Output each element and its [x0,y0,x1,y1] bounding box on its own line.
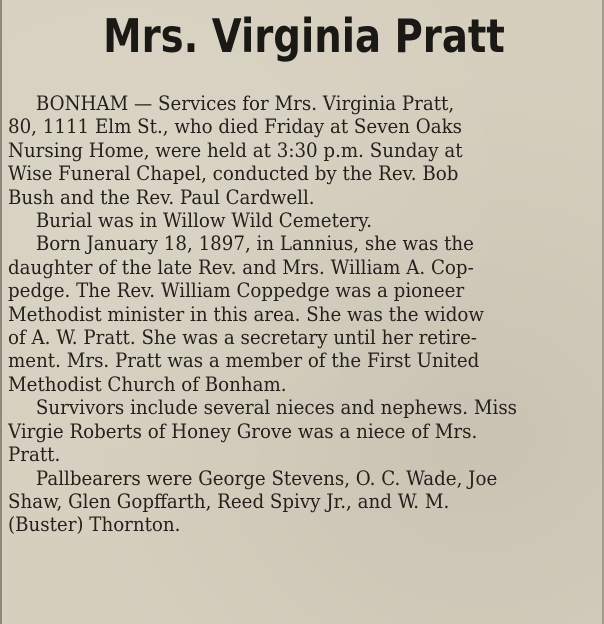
text-line: Born January 18, 1897, in Lannius, she was the [35,232,474,256]
paragraph-survivors [8,396,604,466]
text-line: Shaw, Glen Gopffarth, Reed Spivy Jr., and W. M. [8,489,450,513]
text-line: 80, 1111 Elm St., who died Friday at Seven Oaks [8,115,462,139]
paragraph-biography [8,232,604,396]
text-line: Virgie Roberts of Honey Grove was a niece of Mrs. [8,419,478,443]
text-line: Bush and the Rev. Paul Cardwell. [8,185,315,209]
text-line: BONHAM — Services for Mrs. Virginia Pratt, [35,92,455,115]
text-line: (Buster) Thornton. [8,513,181,537]
text-line: of A. W. Pratt. She was a secretary until her retire- [8,326,477,350]
paragraph-services [8,92,604,209]
text-line: Methodist minister in this area. She was the widow [8,302,484,326]
text-line: ment. Mrs. Pratt was a member of the First United [8,349,480,373]
text-line: Survivors include several nieces and nephews. Miss [35,396,518,420]
text-line: Wise Funeral Chapel, conducted by the Rev. Bob [8,162,459,186]
text-line: Nursing Home, were held at 3:30 p.m. Sunday at [8,138,463,162]
text-line: pedge. The Rev. William Coppedge was a pioneer [8,279,465,303]
text-line: Pallbearers were George Stevens, O. C. Wade, Joe [35,466,498,490]
paragraph-burial [8,209,604,232]
text-line: daughter of the late Rev. and Mrs. William A. Cop- [8,255,474,279]
text-line: Burial was in Willow Wild Cemetery. [35,209,373,233]
text-line: Pratt. [8,443,61,467]
text-line: Methodist Church of Bonham. [8,372,287,396]
paragraph-pallbearers [8,467,604,537]
headline: Mrs. Virginia Pratt [103,9,505,63]
obituary-body [8,92,604,537]
